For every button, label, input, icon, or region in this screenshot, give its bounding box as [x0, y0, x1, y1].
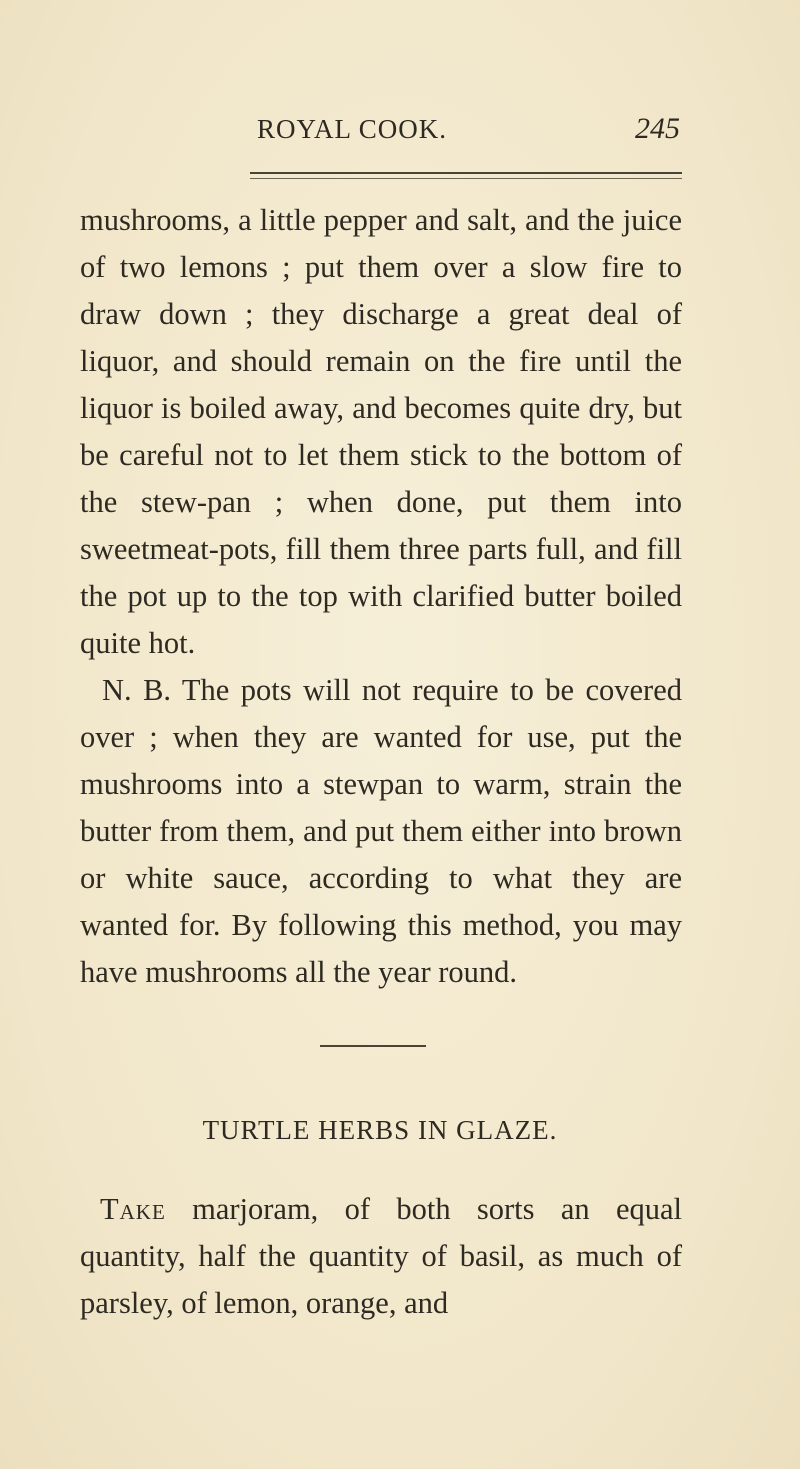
page-number: 245 — [635, 112, 680, 145]
body-text — [80, 197, 682, 996]
running-head — [200, 114, 680, 154]
section-divider — [320, 1045, 426, 1047]
paragraph-nota-bene: N. B. The pots will not require to be covered over ; when they are wanted for use, put the mushrooms into a stewpan to warm, strain the butter from them, and put them either into brown or white sauce, according to what they are wanted for. By following this method, you may have mushrooms all the year round. — [80, 673, 682, 989]
running-title: ROYAL COOK. — [257, 114, 448, 144]
recipe-body: marjoram, of both sorts an equal quantity, half the quantity of basil, as much of parsley, of lemon, orange, and — [80, 1192, 682, 1320]
recipe-title: TURTLE HERBS IN GLAZE. — [202, 1115, 558, 1145]
recipe-text — [80, 1186, 682, 1327]
recipe-lead-word: Take — [100, 1192, 166, 1226]
header-rule — [250, 172, 682, 174]
paragraph-mushrooms: mushrooms, a little pepper and salt, and the juice of two lemons ; put them over a slow fire to draw down ; they discharge a great deal of liquor, and should remain on the fire until the liquor is boiled away, and becomes quite dry, but be careful not to let them stick to the bottom of the stew-pan ; when done, put them into sweetmeat-pots, fill them three parts full, and fill the pot up to the top with clarified butter boiled quite hot. — [80, 203, 682, 660]
recipe-paragraph — [80, 1186, 682, 1327]
header-rule-thin — [250, 178, 682, 179]
